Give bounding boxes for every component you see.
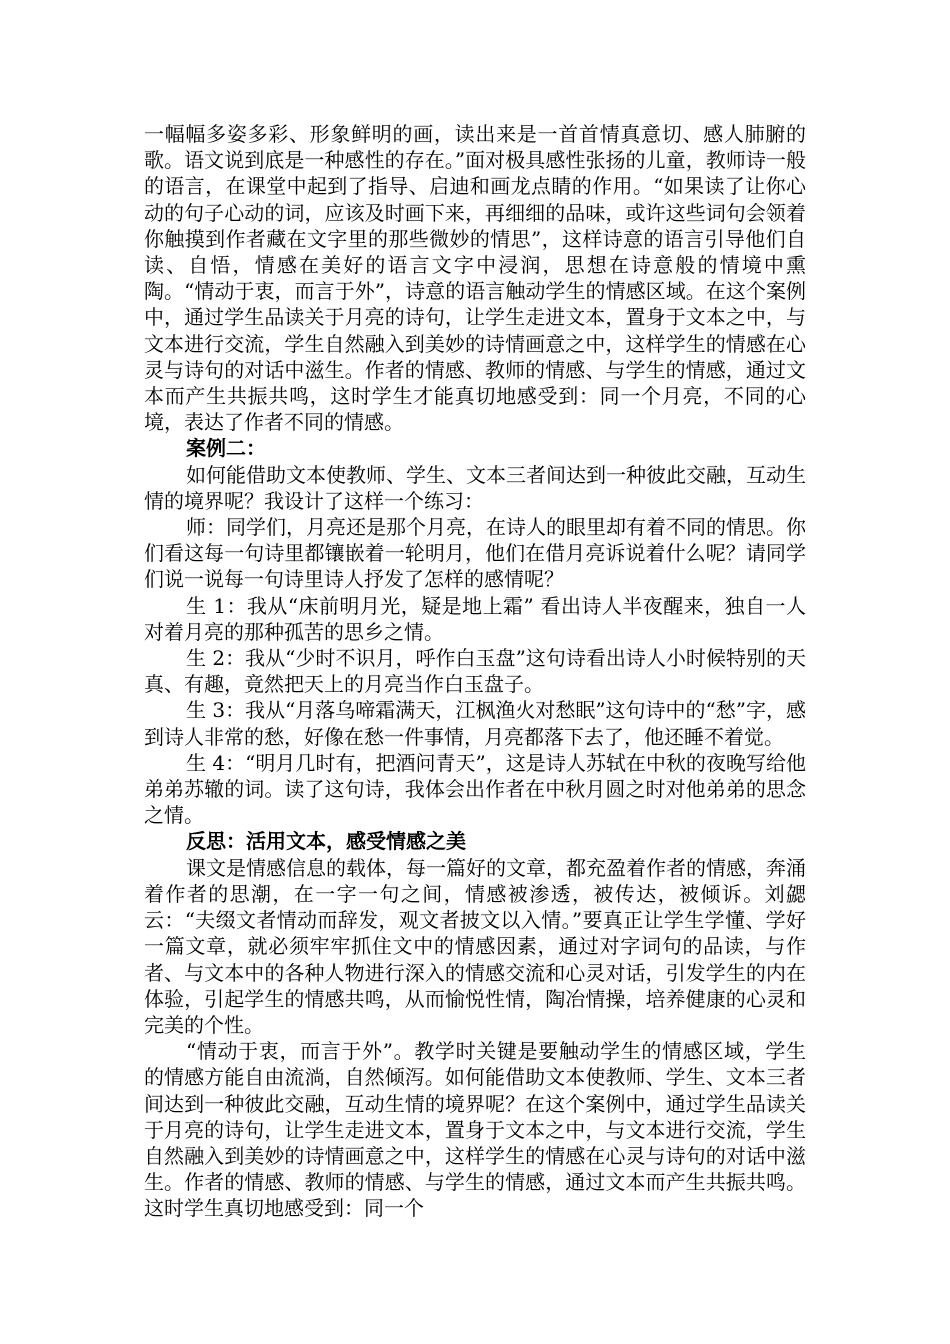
paragraph-reflection-2: “情动于衷，而言于外”。教学时关键是要触动学生的情感区域，学生的情感方能自由流淌，自然倾泻。如何能借助文本使教师、学生、文本三者间达到一种彼此交融，互动生情的境界呢？在这个案例中，通过学生品读关于月亮的诗句，让学生走进文本，置身于文本之中，与文本进行交流，学生自然融入到美妙的诗情画意之中，这样学生的情感在心灵与诗句的对话中滋生。作者的情感、教师的情感、与学生的情感，通过文本而产生共振共鸣。这时学生真切地感受到：同一个 — [144, 1039, 806, 1221]
paragraph-teacher-question: 师：同学们，月亮还是那个月亮，在诗人的眼里却有着不同的情思。你们看这每一句诗里都镶嵌着一轮明月，他们在借月亮诉说着什么呢？请同学们说一说每一句诗里诗人抒发了怎样的感情呢？ — [144, 515, 806, 592]
paragraph-student-1: 生 1：我从“床前明月光，疑是地上霜” 看出诗人半夜醒来，独自一人对着月亮的那种孤苦的思乡之情。 — [144, 593, 806, 644]
paragraph-reflection-1: 课文是情感信息的载体，每一篇好的文章，都充盈着作者的情感，奔涌着作者的思潮，在一字一句之间，情感被渗透，被传达，被倾诉。刘勰云：“夫缀文者情动而辞发，观文者披文以入情。”要真正让学生学懂、学好一篇文章，就必须牢牢抓住文中的情感因素，通过对字词句的品读，与作者、与文本中的各种人物进行深入的情感交流和心灵对话，引发学生的内在体验，引起学生的情感共鸣，从而愉悦性情，陶冶情操，培养健康的心灵和完美的个性。 — [144, 855, 806, 1037]
paragraph-continued-analysis: 一幅幅多姿多彩、形象鲜明的画，读出来是一首首情真意切、感人肺腑的歌。语文说到底是一种感性的存在。”面对极具感性张扬的儿童，教师诗一般的语言，在课堂中起到了指导、启迪和画龙点睛的作用。“如果读了让你心动的句子心动的词，应该及时画下来，再细细的品味，或许这些词句会领着你触摸到作者藏在文字里的那些微妙的情思”，这样诗意的语言引导他们自读、自悟，情感在美好的语言文字中浸润，思想在诗意般的情境中熏陶。“情动于衷，而言于外”，诗意的语言触动学生的情感区域。在这个案例中，通过学生品读关于月亮的诗句，让学生走进文本，置身于文本之中，与文本进行交流，学生自然融入到美妙的诗情画意之中，这样学生的情感在心灵与诗句的对话中滋生。作者的情感、教师的情感、与学生的情感，通过文本而产生共振共鸣，这时学生才能真切地感受到：同一个月亮，不同的心境，表达了作者不同的情感。 — [144, 122, 806, 435]
paragraph-student-4: 生 4：“明月几时有，把酒问青天”，这是诗人苏轼在中秋的夜晚写给他弟弟苏辙的词。读了这句诗，我体会出作者在中秋月圆之时对他弟弟的思念之情。 — [144, 750, 806, 828]
document-page — [144, 121, 806, 1222]
paragraph-student-2: 生 2：我从“少时不识月，呼作白玉盘”这句诗看出诗人小时候特别的天真、有趣，竟然把天上的月亮当作白玉盘子。 — [144, 646, 806, 697]
reflection-heading: 反思：活用文本，感受情感之美 — [186, 829, 466, 854]
case-two-heading: 案例二： — [186, 436, 266, 461]
paragraph-case-two-intro: 如何能借助文本使教师、学生、文本三者间达到一种彼此交融，互动生情的境界呢？我设计了这样一个练习： — [144, 462, 806, 513]
paragraph-student-3: 生 3：我从“月落乌啼霜满天，江枫渔火对愁眠”这句诗中的“愁”字，感到诗人非常的愁，好像在愁一件事情，月亮都落下去了，他还睡不着觉。 — [144, 698, 806, 749]
